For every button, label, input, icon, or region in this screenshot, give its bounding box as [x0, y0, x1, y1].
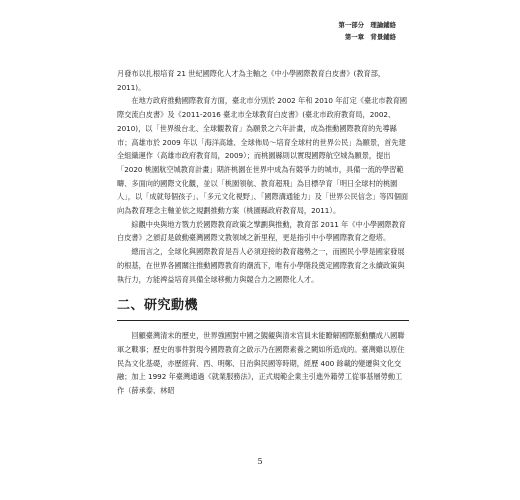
body-paragraph-local-government: 在地方政府推動國際教育方面，臺北市分別於 2002 年和 2010 年訂定《臺北市教育國際交流白皮書》及《2011-2016 臺北市全球教育白皮書》(臺北市政府教育局，2002、2010)，以「世界級台北、全球觀教育」為願景之六年計畫，成為推動國際教育的先導縣市；高雄市於 2009 年以「海洋高雄、全球佈局～培育全球村的世界公民」為願景，首先建全組織運作（高雄市政府教育局，2009）；而桃園縣則以實現國際航空城為願景，提出「2020 桃園航空城教育計畫」期許桃園在世界中成為有競爭力的城市，具備一流的學習範疇、多面向的國際文化觀，並以「桃園領航、教育超飛」為目標孕育「明日全球村的桃園人」，以「成就每個孩子」、「多元文化視野」、「國際溝通能力」及「世界公民信念」等四個面向為教育理念主軸並依之規劃推動方案（桃園縣政府教育局，2011）。	[117, 96, 409, 216]
page-number: 5	[257, 457, 263, 466]
body-paragraph-conclusion: 總而言之，全球化與國際教育是吾人必須迎接的教育趨勢之一，而國民小學是國家發展的根基，在世界各國關注推動國際教育的潮流下，唯有小學階段奠定國際教育之永續政策與執行力，方能裨益培育具備全球移動力與競合力之國際化人才。	[117, 247, 405, 284]
running-header-part: 第一部分 理論鋪絡	[338, 21, 396, 29]
body-paragraph-continued: 月發布以扎根培育 21 世紀國際化人才為主軸之《中小學國際教育白皮書》(教育部，2011)。	[117, 69, 386, 92]
body-paragraph-motivation: 回顧臺灣清末的歷史，世界強國對中國之覬覦與清末官員未能瞭解國際脈動釀成八國聯軍之戰事；歷史的事件對現今國際教育之啟示乃在國際素養之闕如所造成的。臺灣雖以原住民為文化基礎，亦歷經荷、西、明鄭、日治與民國等時期，經歷 400 餘載的變遷與文化交融；加上 1992 年臺灣通過《就業服務法》，正式規範企業主引進外籍勞工從事基層勞動工作（薛承泰、林昭	[117, 331, 405, 396]
running-header	[338, 19, 396, 43]
body-paragraph-overview: 綜觀中央與地方戮力於國際教育政策之擘劃與推動，教育部 2011 年《中小學國際教育白皮書》之頒訂是啟動臺灣國際文教領域之新里程，更是指引中小學國際教育之燈塔。	[117, 219, 406, 243]
section-heading-rule	[117, 320, 409, 321]
body-text	[117, 67, 409, 398]
section-heading: 二、研究動機	[117, 298, 199, 314]
running-header-chapter: 第一章 背景鋪絡	[344, 33, 396, 41]
